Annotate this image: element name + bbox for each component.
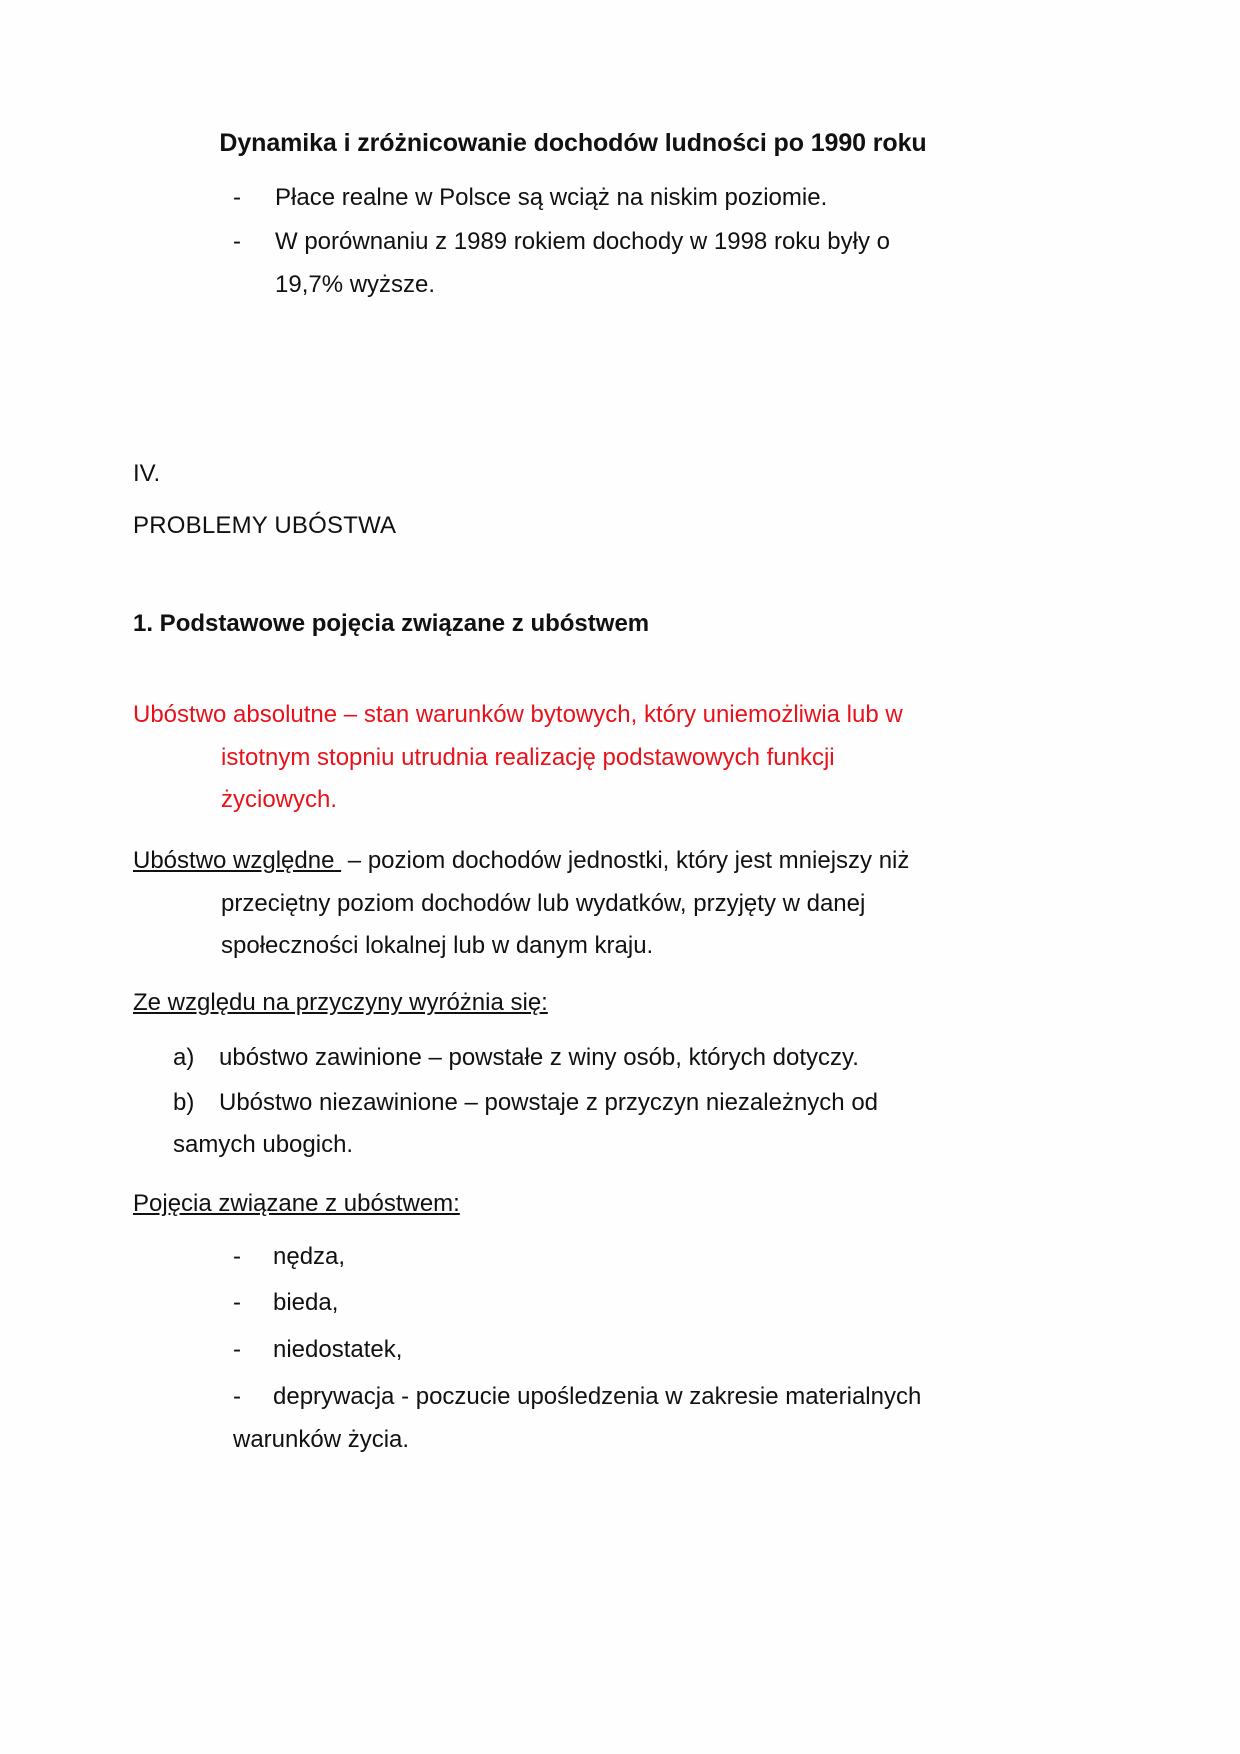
- definition-line: przeciętny poziom dochodów lub wydatków, przyjęty w danej: [221, 889, 866, 917]
- intro-bullet-continuation: [133, 264, 1013, 305]
- definition-line: społeczności lokalnej lub w danym kraju.: [221, 932, 654, 960]
- dash-marker: -: [233, 184, 241, 212]
- intro-bullet-list: [133, 177, 1013, 262]
- definition-line-rest: – poziom dochodów jednostki, który jest mniejszy niż: [347, 846, 910, 874]
- dash-marker: -: [233, 1289, 241, 1317]
- list-item: [133, 1082, 1013, 1167]
- list-marker: b): [173, 1088, 195, 1116]
- dash-spacer: [133, 264, 275, 305]
- definition-absolute-body: [133, 694, 1013, 822]
- list-item-text: [233, 1376, 1013, 1461]
- list-item-text: bieda,: [273, 1289, 339, 1317]
- list-item-text: Płace realne w Polsce są wciąż na niskim poziomie.: [275, 184, 828, 212]
- definition-relative-poverty: [133, 822, 1013, 968]
- definition-term-underlined: Ubóstwo względne: [133, 846, 335, 874]
- list-item: [133, 1037, 1013, 1080]
- section-roman-numeral: IV.: [133, 460, 161, 488]
- dash-marker: -: [233, 1382, 241, 1410]
- definition-line: istotnym stopniu utrudnia realizację podstawowych funkcji: [221, 743, 835, 771]
- causes-lead-in-text: Ze względu na przyczyny wyróżnia się:: [133, 989, 548, 1017]
- definition-absolute-poverty: [133, 642, 1013, 822]
- related-terms-lead-in-text: Pojęcia związane z ubóstwem:: [133, 1190, 460, 1218]
- list-item: [133, 177, 1013, 218]
- list-item-text: ubóstwo zawinione – powstałe z winy osób, których dotyczy.: [219, 1043, 859, 1071]
- causes-list: [133, 1025, 1013, 1167]
- list-item-text: W porównaniu z 1989 rokiem dochody w 1998 roku były o: [275, 227, 890, 255]
- page-title: Dynamika i zróżnicowanie dochodów ludności po 1990 roku: [219, 129, 927, 157]
- subsection-heading: 1. Podstawowe pojęcia związane z ubóstwem: [133, 609, 650, 637]
- list-item-text: [173, 1082, 1013, 1167]
- list-item-continuation: [133, 264, 1013, 305]
- related-terms-list: [133, 1226, 1013, 1462]
- definition-line: życiowych.: [221, 786, 338, 814]
- list-item: [133, 221, 1013, 262]
- list-marker: a): [173, 1043, 195, 1071]
- page-content: [133, 0, 1013, 1465]
- definition-line: Ubóstwo absolutne – stan warunków bytowych, który uniemożliwia lub w: [133, 700, 903, 728]
- list-item-line-wrap: warunków życia.: [233, 1425, 410, 1453]
- list-item-line: Ubóstwo niezawinione – powstaje z przyczyn niezależnych od: [219, 1088, 879, 1116]
- term-trailing-underline: [334, 847, 341, 874]
- list-item: [133, 1376, 1013, 1461]
- list-item-line: deprywacja - poczucie upośledzenia w zakresie materialnych: [273, 1382, 922, 1410]
- causes-lead-in: [133, 968, 1013, 1025]
- list-item-text-wrap: 19,7% wyższe.: [275, 270, 436, 298]
- definition-line: [133, 840, 1013, 883]
- list-item: [133, 1282, 1013, 1325]
- list-item-line-wrap: samych ubogich.: [173, 1131, 354, 1159]
- dash-marker: -: [233, 227, 241, 255]
- list-item: [133, 1329, 1013, 1372]
- list-item: [133, 1236, 1013, 1279]
- dash-marker: -: [233, 1242, 241, 1270]
- section-name: PROBLEMY UBÓSTWA: [133, 512, 397, 540]
- related-terms-lead-in: [133, 1169, 1013, 1226]
- list-item-text: niedostatek,: [273, 1336, 403, 1364]
- list-item-text: nędza,: [273, 1242, 346, 1270]
- dash-marker: -: [233, 1336, 241, 1364]
